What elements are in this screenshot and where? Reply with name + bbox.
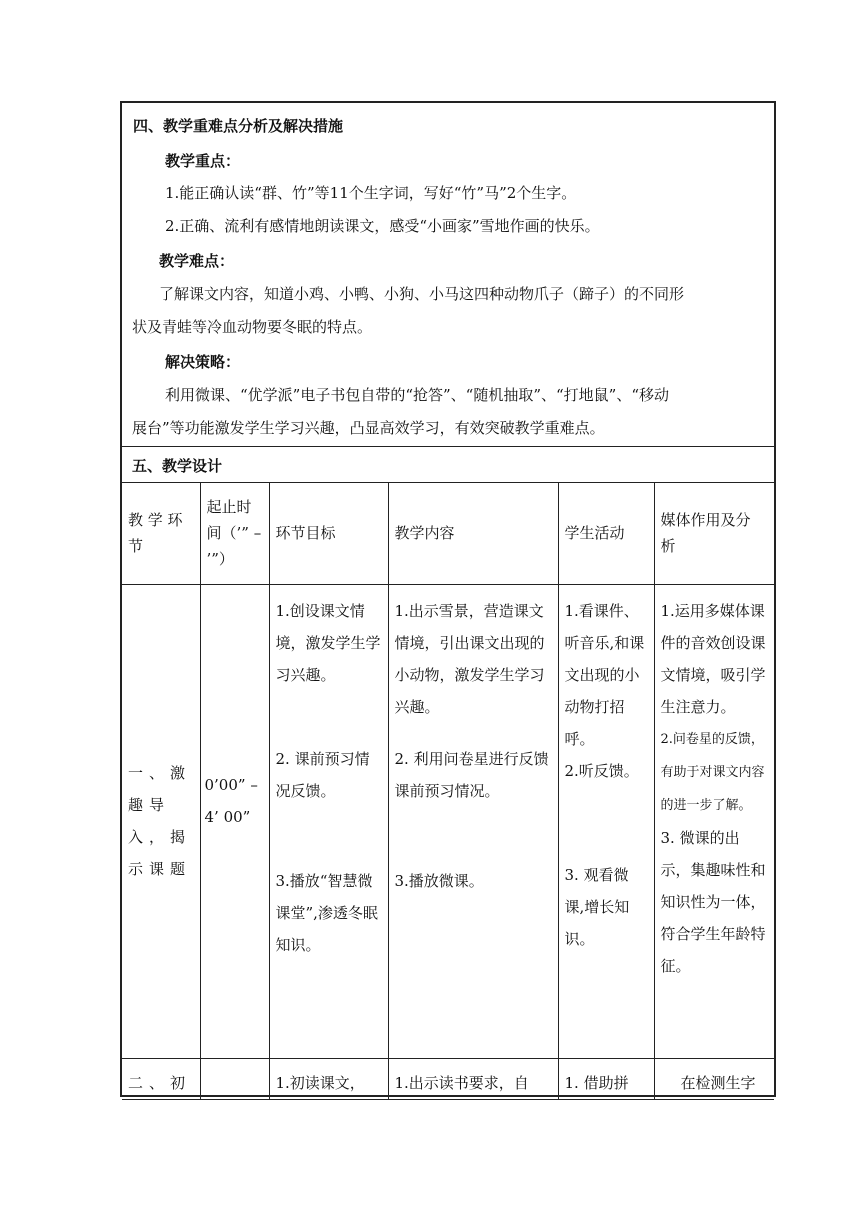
header-media: 媒体作用及分 析: [654, 483, 774, 584]
table-row: [122, 584, 774, 1058]
difficulty-heading: 教学难点：: [159, 252, 235, 270]
row1-media-1: 1.运用多媒体课件的音效创设课文情境，吸引学生注意力。: [660, 601, 766, 716]
strategy-line-1: 利用微课、“优学派”电子书包自带的“抢答”、“随机抽取”、“打地鼠”、“移动: [165, 386, 670, 404]
key-points-heading: 教学重点：: [165, 152, 241, 170]
row1-content-1: 1.出示雪景，营造课文情境，引出课文出现的小动物，激发学生学习兴趣。: [394, 601, 545, 716]
row1-activity-2: 2.听反馈。: [564, 761, 639, 780]
row2-activity: 1. 借助拼: [564, 1073, 629, 1092]
row1-media-2: 2.问卷星的反馈，有助于对课文内容的进一步了解。: [660, 731, 765, 813]
row1-goal-3: 3.播放“智慧微课堂”,渗透冬眠知识。: [275, 871, 378, 954]
teaching-design-table: [122, 483, 774, 1100]
header-stage: 教 学 环 节: [122, 483, 200, 584]
header-goal: 环节目标: [269, 483, 388, 584]
key-point-1: 1.能正确认读“群、竹”等11个生字词，写好“竹”马”2个生字。: [165, 184, 577, 202]
section-4-title: 四、教学重难点分析及解决措施: [133, 117, 344, 135]
section-4-block: [122, 103, 774, 447]
table-header-row: [122, 483, 774, 584]
row1-content-3: 3.播放微课。: [394, 871, 484, 890]
difficulty-line-1: 了解课文内容，知道小鸡、小鸭、小狗、小马这四种动物爪子（蹄子）的不同形: [159, 285, 685, 303]
row2-goal: 1.初读课文，: [275, 1073, 365, 1092]
row1-activity-3: 3. 观看微课,增长知识。: [564, 865, 630, 948]
row1-goal-1: 1.创设课文情境，激发学生学习兴趣。: [275, 601, 381, 684]
strategy-line-2: 展台”等功能激发学生学习兴趣，凸显高效学习，有效突破教学重难点。: [132, 419, 605, 437]
page-bottom-rule: [120, 1095, 776, 1097]
lesson-plan-document: [120, 101, 776, 1097]
difficulty-line-2: 状及青蛙等冷血动物要冬眠的特点。: [132, 318, 373, 336]
header-activity: 学生活动: [558, 483, 654, 584]
strategy-heading: 解决策略：: [165, 353, 241, 371]
row1-media-3: 3. 微课的出示，集趣味性和知识性为一体，符合学生年龄特征。: [660, 828, 766, 975]
row2-content: 1.出示读书要求，自: [394, 1073, 529, 1092]
row1-goal-2: 2. 课前预习情况反馈。: [275, 749, 370, 800]
table-row: [122, 1058, 774, 1099]
row1-stage: 一、激趣导入，揭示课题: [128, 764, 192, 878]
key-point-2: 2.正确、流利有感情地朗读课文，感受“小画家”雪地作画的快乐。: [165, 217, 600, 235]
row1-activity-1: 1.看课件、听音乐,和课文出现的小动物打招呼。: [564, 601, 645, 748]
header-time: 起止时 间（’” – ’”）: [200, 483, 269, 584]
section-5-title: 五、教学设计: [132, 457, 223, 475]
row2-media: 在检测生字: [680, 1073, 756, 1092]
section-5-title-row: [122, 447, 774, 483]
row1-content-2: 2. 利用问卷星进行反馈课前预习情况。: [394, 749, 549, 800]
row2-stage: 二、初: [128, 1073, 192, 1092]
header-content: 教学内容: [388, 483, 558, 584]
row1-time: 0’00” – 4’ 00”: [204, 776, 258, 826]
